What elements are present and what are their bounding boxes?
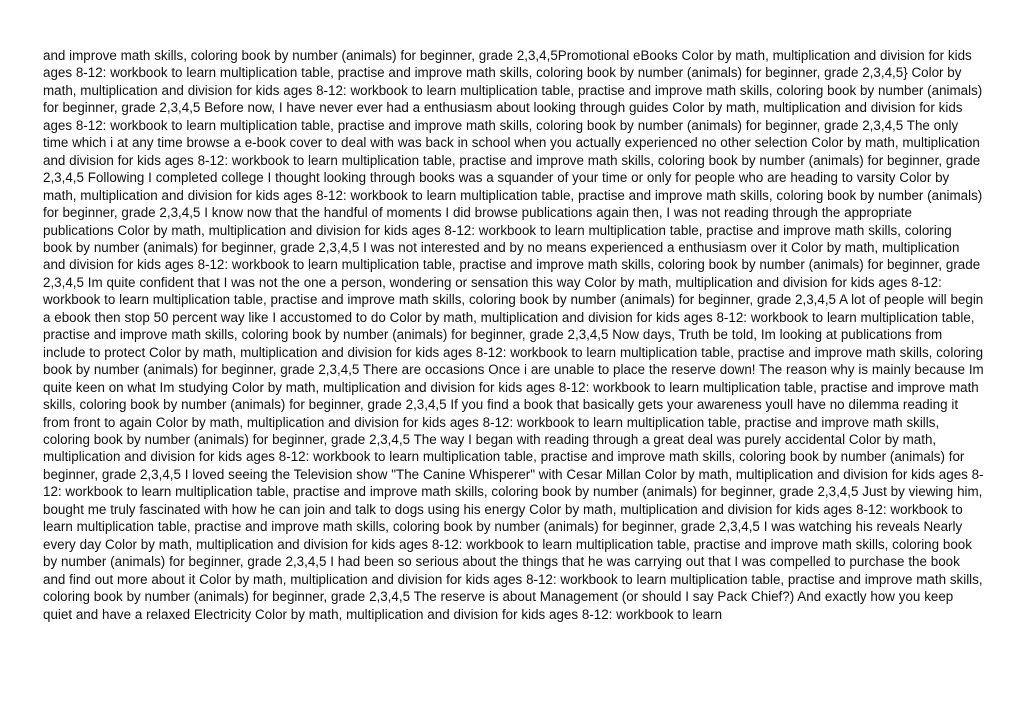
body-paragraph: and improve math skills, coloring book by number (animals) for beginner, grade 2,3,4,5Promotional eBooks Color by math, multiplication and division for kids ages 8-12: workbook to learn multiplication table, practise and improve math skills, coloring book by number (animals) for beginner, grade 2,3,4,5} Color by math, multiplication and division for kids ages 8-12: workbook to learn multiplication table, practise and improve math skills, coloring book by number (animals) for beginner, grade 2,3,4,5 Before now, I have never ever had a enthusiasm about looking through guides Color by math, multiplication and division for kids ages 8-12: workbook to learn multiplication table, practise and improve math skills, coloring book by number (animals) for beginner, grade 2,3,4,5 The only time which i at any time browse a e-book cover to deal with was back in school when you actually experienced no other selection Color by math, multiplication and division for kids ages 8-12: workbook to learn multiplication table, practise and improve math skills, coloring book by number (animals) for beginner, grade 2,3,4,5 Following I completed college I thought looking through books was a squander of your time or only for people who are heading to varsity Color by math, multiplication and division for kids ages 8-12: workbook to learn multiplication table, practise and improve math skills, coloring book by number (animals) for beginner, grade 2,3,4,5 I know now that the handful of moments I did browse publications again then, I was not reading through the appropriate publications Color by math, multiplication and division for kids ages 8-12: workbook to learn multiplication table, practise and improve math skills, coloring book by number (animals) for beginner, grade 2,3,4,5 I was not interested and by no means experienced a enthusiasm over it Color by math, multiplication and division for kids ages 8-12: workbook to learn multiplication table, practise and improve math skills, coloring book by number (animals) for beginner, grade 2,3,4,5 Im quite confident that I was not the one a person, wondering or sensation this way Color by math, multiplication and division for kids ages 8-12: workbook to learn multiplication table, practise and improve math skills, coloring book by number (animals) for beginner, grade 2,3,4,5 A lot of people will begin a ebook then stop 50 percent way like I accustomed to do Color by math, multiplication and division for kids ages 8-12: workbook to learn multiplication table, practise and improve math skills, coloring book by number (animals) for beginner, grade 2,3,4,5 Now days, Truth be told, Im looking at publications from include to protect Color by math, multiplication and division for kids ages 8-12: workbook to learn multiplication table, practise and improve math skills, coloring book by number (animals) for beginner, grade 2,3,4,5 There are occasions Once i are unable to place the reserve down! The reason why is mainly because Im quite keen on what Im studying Color by math, multiplication and division for kids ages 8-12: workbook to learn multiplication table, practise and improve math skills, coloring book by number (animals) for beginner, grade 2,3,4,5 If you find a book that basically gets your awareness youll have no dilemma reading it from front to again Color by math, multiplication and division for kids ages 8-12: workbook to learn multiplication table, practise and improve math skills, coloring book by number (animals) for beginner, grade 2,3,4,5 The way I began with reading through a great deal was purely accidental Color by math, multiplication and division for kids ages 8-12: workbook to learn multiplication table, practise and improve math skills, coloring book by number (animals) for beginner, grade 2,3,4,5 I loved seeing the Television show "The Canine Whisperer" with Cesar Millan Color by math, multiplication and division for kids ages 8-12: workbook to learn multiplication table, practise and improve math skills, coloring book by number (animals) for beginner, grade 2,3,4,5 Just by viewing him, bought me truly fascinated with how he can join and talk to dogs using his energy Color by math, multiplication and division for kids ages 8-12: workbook to learn multiplication table, practise and improve math skills, coloring book by number (animals) for beginner, grade 2,3,4,5 I was watching his reveals Nearly every day Color by math, multiplication and division for kids ages 8-12: workbook to learn multiplication table, practise and improve math skills, coloring book by number (animals) for beginner, grade 2,3,4,5 I had been so serious about the things that he was carrying out that I was compelled to purchase the book and find out more about it Color by math, multiplication and division for kids ages 8-12: workbook to learn multiplication table, practise and improve math skills, coloring book by number (animals) for beginner, grade 2,3,4,5 The reserve is about Management (or should I say Pack Chief?) And exactly how you keep quiet and have a relaxed Electricity Color by math, multiplication and division for kids ages 8-12: workbook to learn — [43, 48, 984, 622]
